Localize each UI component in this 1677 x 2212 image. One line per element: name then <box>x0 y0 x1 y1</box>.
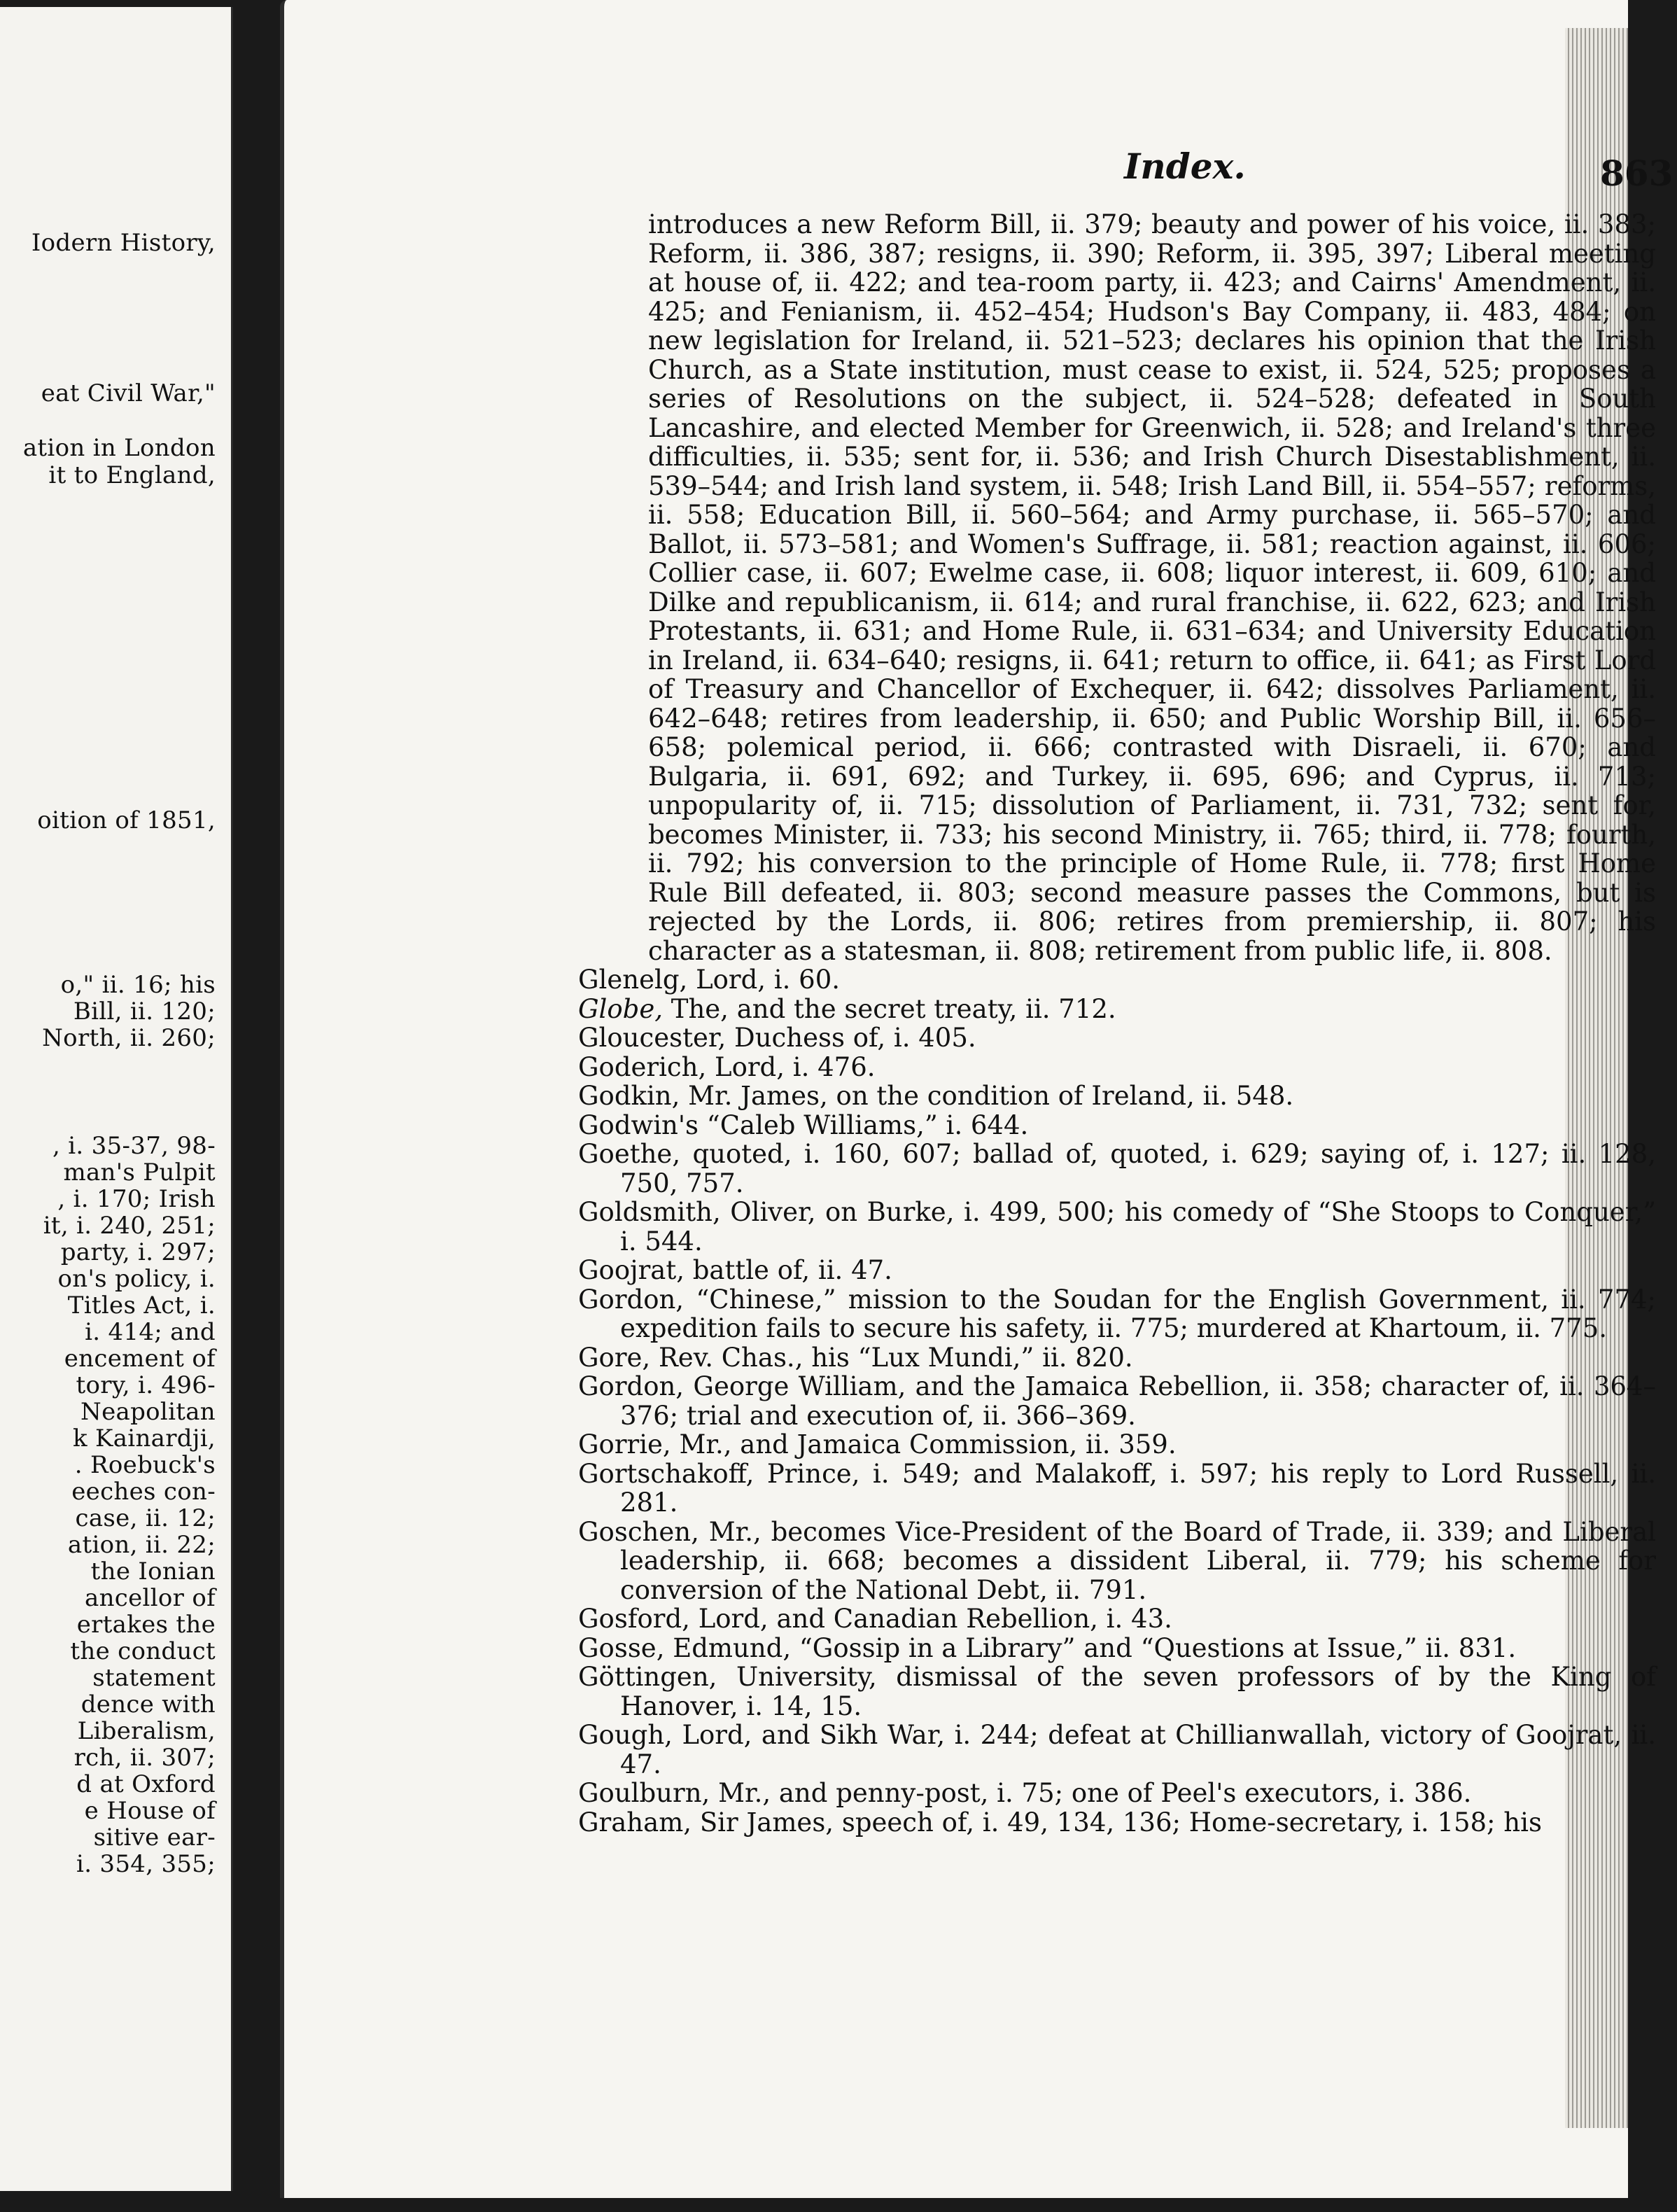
entry-headword: Gosford, <box>578 1604 690 1634</box>
entry-headword: Goldsmith, <box>578 1197 721 1227</box>
facing-page-line: tory, i. 496- <box>76 1371 216 1399</box>
entry-text: Duchess of, i. 405. <box>734 1023 976 1053</box>
entry-text: Oliver, on Burke, i. 499, 500; his comedy of “She Stoops to Conquer,” i. 544. <box>620 1197 1656 1256</box>
facing-page-line: the Ionian <box>90 1558 216 1586</box>
entry-text: Lord, and Sikh War, i. 244; defeat at Chillianwallah, victory of Goojrat, ii. 47. <box>620 1720 1657 1779</box>
entry-headword: Gloucester, <box>578 1023 727 1053</box>
entry-headword: Gortschakoff, <box>578 1458 755 1489</box>
facing-page-line: rch, ii. 307; <box>73 1744 216 1772</box>
entry-headword: Gordon, <box>578 1371 685 1401</box>
index-entry <box>578 1082 1656 1111</box>
entry-headword: Goojrat, <box>578 1255 685 1285</box>
facing-page-line: e House of <box>84 1797 216 1825</box>
entry-text: Lord, i. 60. <box>696 965 841 995</box>
entry-headword: Gore, <box>578 1342 651 1373</box>
entry-text: introduces a new Reform Bill, ii. 379; beauty and power of his voice, ii. 383; Reform, ii. 386, 387; resigns, ii. 390; Reform, ii. 395, 397; Liberal meeting at house of, ii. 422; and tea-room party, ii. 423; and Cairns' Amendment, ii. 425; and Fenianism, ii. 452–454; Hudson's Bay Company, ii. 483, 484; on new legislation for Ireland, ii. 521–523; declares his opinion that the Irish Church, as a State institution, must cease to exist, ii. 524, 525; proposes a series of Resolutions on the subject, ii. 524–528; defeated in South Lancashire, and elected Member for Greenwich, ii. 528; and Ireland's three difficulties, ii. 535; sent for, ii. 536; and Irish Church Disestablishment, ii. 539–544; and Irish land system, ii. 548; Irish Land Bill, ii. 554–557; reforms, ii. 558; Education Bill, ii. 560–564; and Army purchase, ii. 565–570; and Ballot, ii. 573–581; and Women's Suffrage, ii. 581; reaction against, ii. 606; Collier case, ii. 607; Ewelme case, ii. 608; liquor interest, ii. 609, 610; and Dilke and republicanism, ii. 614; and rural franchise, ii. 622, 623; and Irish Protestants, ii. 631; and Home Rule, ii. 631–634; and University Education in Ireland, ii. 634–640; resigns, ii. 641; return to office, ii. 641; as First Lord of Treasury and Chancellor of Exchequer, ii. 642; dissolves Parliament, ii. 642–648; retires from leadership, ii. 650; and Public Worship Bill, ii. 656–658; polemical period, ii. 666; contrasted with Disraeli, ii. 670; and Bulgaria, ii. 691, 692; and Turkey, ii. 695, 696; and Cyprus, ii. 713; unpopularity of, ii. 715; dissolution of Parliament, ii. 731, 732; sent for, becomes Minister, ii. 733; his second Ministry, ii. 765; third, ii. 778; fourth, ii. 792; his conversion to the principle of Home Rule, ii. 778; first Home Rule Bill defeated, ii. 803; second measure passes the Commons, but is rejected by the Lords, ii. 806; retires from premiership, ii. 807; his character as a statesman, ii. 808; retirement from public life, ii. 808. <box>648 209 1656 966</box>
entry-text: Lord, i. 476. <box>715 1051 876 1082</box>
facing-page <box>0 7 233 2191</box>
facing-page-line: North, ii. 260; <box>42 1024 216 1052</box>
entry-headword: Glenelg, <box>578 965 688 995</box>
index-entry <box>578 965 1656 995</box>
entry-headword: Goulburn, <box>578 1778 710 1808</box>
index-entry <box>578 995 1656 1024</box>
facing-page-line: i. 414; and <box>85 1318 216 1346</box>
entry-text: Sir James, speech of, i. 49, 134, 136; Home-secretary, i. 158; his <box>699 1807 1542 1837</box>
entry-headword: Göttingen, <box>578 1662 717 1692</box>
entry-headword: Gordon, <box>578 1284 685 1315</box>
entry-text: Mr., and Jamaica Commission, ii. 359. <box>679 1429 1177 1460</box>
index-entry <box>578 1343 1656 1373</box>
index-entry <box>578 1430 1656 1460</box>
entry-text: Lord, and Canadian Rebellion, i. 43. <box>698 1604 1172 1634</box>
entry-text: quoted, i. 160, 607; ballad of, quoted, i. 629; saying of, i. 127; ii. 128, 750, 757. <box>620 1139 1656 1198</box>
entry-headword: Godwin's <box>578 1110 699 1140</box>
index-entry <box>578 1053 1656 1082</box>
facing-page-line: eeches con- <box>71 1478 216 1506</box>
facing-page-line: Liberalism, <box>77 1717 216 1745</box>
facing-page-line: it to England, <box>48 461 216 489</box>
index-entry <box>578 1779 1656 1808</box>
entry-headword: Goethe, <box>578 1139 681 1169</box>
index-entry <box>578 1518 1656 1605</box>
entry-text: “Chinese,” mission to the Soudan for the English Government, ii. 774; expedition fails to secure his safety, ii. 775; murdered at Khartoum, ii. 775. <box>620 1284 1656 1343</box>
facing-page-line: Neapolitan <box>80 1398 216 1426</box>
facing-page-line: d at Oxford <box>76 1770 216 1798</box>
entry-headword: Globe, <box>578 993 664 1024</box>
entry-text: Prince, i. 549; and Malakoff, i. 597; his reply to Lord Russell, ii. 281. <box>620 1458 1656 1518</box>
index-entry <box>578 1140 1656 1198</box>
entry-text: The, and the secret treaty, ii. 712. <box>671 993 1116 1024</box>
index-entry <box>578 1634 1656 1663</box>
entry-text: Rev. Chas., his “Lux Mundi,” ii. 820. <box>658 1342 1133 1373</box>
facing-page-line: sitive ear- <box>93 1823 216 1851</box>
facing-page-line: o," ii. 16; his <box>60 971 216 999</box>
index-entry <box>578 1604 1656 1634</box>
facing-page-line: dence with <box>80 1690 216 1718</box>
index-entry <box>578 1460 1656 1518</box>
entry-headword: Goderich, <box>578 1051 707 1082</box>
running-head: Index. <box>1124 146 1246 187</box>
entry-text: “Caleb Williams,” i. 644. <box>706 1110 1029 1140</box>
entry-headword: Gorrie, <box>578 1429 671 1460</box>
page-number: 863 <box>1600 153 1674 194</box>
facing-page-line: ation in London <box>22 434 216 462</box>
facing-page-line: party, i. 297; <box>60 1238 216 1266</box>
facing-page-line: ertakes the <box>76 1611 216 1639</box>
index-entry <box>578 1662 1656 1721</box>
facing-page-line: statement <box>92 1664 216 1692</box>
facing-page-line: case, ii. 12; <box>75 1504 216 1532</box>
entry-text: University, dismissal of the seven professors of by the King of Hanover, i. 14, 15. <box>620 1662 1656 1721</box>
entry-headword: Godkin, <box>578 1081 680 1111</box>
entry-text: Mr., and penny-post, i. 75; one of Peel's executors, i. 386. <box>718 1778 1472 1808</box>
entry-text: Mr., becomes Vice-President of the Board of Trade, ii. 339; and Liberal leadership, ii. 668; becomes a dissident Liberal, ii. 779; his scheme for conversion of the National Debt, ii. 791. <box>620 1516 1656 1605</box>
entry-text: George William, and the Jamaica Rebellion, ii. 358; character of, ii. 364–376; trial and execution of, ii. 366–369. <box>620 1371 1657 1431</box>
entry-text: Mr. James, on the condition of Ireland, ii. 548. <box>688 1081 1294 1111</box>
facing-page-line: man's Pulpit <box>63 1158 216 1186</box>
facing-page-line: the conduct <box>70 1637 216 1665</box>
entry-text: Edmund, “Gossip in a Library” and “Questions at Issue,” ii. 831. <box>673 1632 1517 1663</box>
facing-page-line: , i. 170; Irish <box>57 1185 216 1213</box>
facing-page-line: on's policy, i. <box>57 1265 216 1293</box>
facing-page-line: k Kainardji, <box>73 1424 216 1452</box>
index-entry <box>578 210 1656 965</box>
facing-page-line: oition of 1851, <box>37 806 216 834</box>
entry-headword: Goschen, <box>578 1516 699 1547</box>
entry-headword: Gosse, <box>578 1632 665 1663</box>
index-entry <box>578 1372 1656 1430</box>
index-entry <box>578 1256 1656 1285</box>
index-entry <box>578 1023 1656 1053</box>
facing-page-line: Bill, ii. 120; <box>73 997 216 1026</box>
index-entry <box>578 1111 1656 1140</box>
index-entry <box>578 1198 1656 1256</box>
facing-page-line: Iodern History, <box>31 229 216 257</box>
index-entry <box>578 1721 1656 1779</box>
index-entry <box>578 1808 1656 1837</box>
facing-page-line: ancellor of <box>85 1584 216 1612</box>
facing-page-line: it, i. 240, 251; <box>43 1212 216 1240</box>
facing-page-line: encement of <box>64 1345 216 1373</box>
facing-page-line: . Roebuck's <box>74 1451 216 1479</box>
entry-text: battle of, ii. 47. <box>692 1255 892 1285</box>
index-page <box>280 0 1674 2198</box>
facing-page-line: Titles Act, i. <box>67 1292 216 1320</box>
facing-page-line: i. 354, 355; <box>76 1850 216 1878</box>
entry-headword: Gough, <box>578 1720 673 1750</box>
index-entry <box>578 1285 1656 1343</box>
facing-page-line: eat Civil War," <box>41 379 216 407</box>
entry-headword: Graham, <box>578 1807 692 1837</box>
index-entries <box>578 210 1656 1837</box>
facing-page-line: ation, ii. 22; <box>67 1531 216 1559</box>
facing-page-line: , i. 35-37, 98- <box>52 1132 216 1160</box>
